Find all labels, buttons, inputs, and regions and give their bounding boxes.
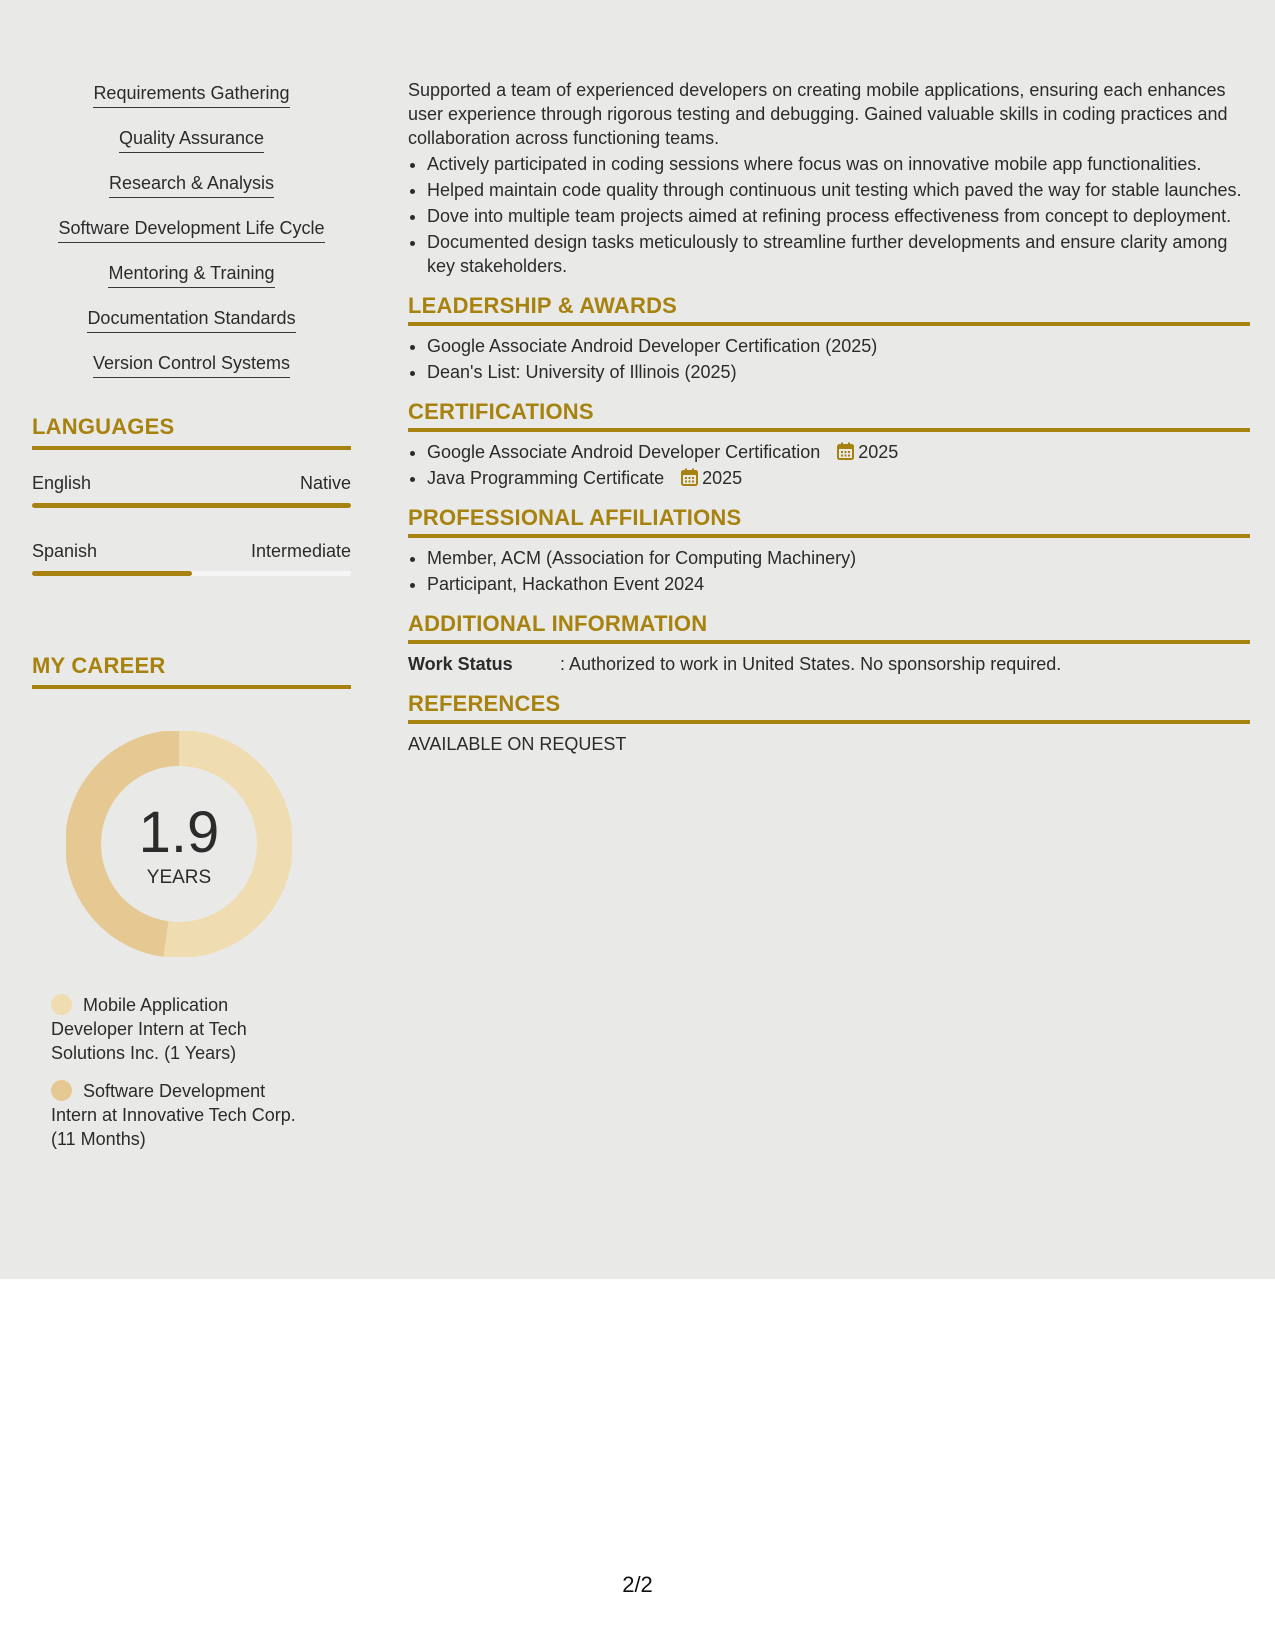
career-legend-label: Software Development Intern at Innovative Tech Corp. (11 Months)	[51, 1081, 296, 1149]
career-donut-chart	[66, 731, 292, 957]
leadership-list	[408, 334, 1250, 384]
legend-dot-icon	[51, 994, 72, 1015]
skill-label: Mentoring & Training	[108, 262, 274, 288]
language-name: Spanish	[32, 541, 98, 561]
references-text: AVAILABLE ON REQUEST	[408, 734, 627, 754]
skill-item	[32, 352, 351, 397]
leadership-item: • Google Associate Android Developer Certification (2025)	[427, 334, 1250, 358]
experience-bullet: • Dove into multiple team projects aimed at refining process effectiveness from concept to deployment.	[427, 204, 1250, 228]
career-total-years: 1.9	[138, 800, 220, 865]
work-status-label: Work Status	[408, 654, 513, 674]
skill-item	[32, 127, 351, 172]
skill-label: Research & Analysis	[109, 172, 274, 198]
affiliation-item: • Participant, Hackathon Event 2024	[427, 572, 1250, 596]
languages-section	[32, 414, 351, 576]
career-legend-item	[51, 1079, 313, 1151]
leadership-section	[408, 294, 1250, 384]
experience-bullet: • Documented design tasks meticulously to streamline further developments and ensure clarity among key stakeholders.	[427, 230, 1250, 278]
certification-year: 2025	[858, 442, 899, 462]
career-heading: MY CAREER	[32, 653, 351, 689]
skill-item	[32, 217, 351, 262]
language-name: English	[32, 473, 92, 493]
calendar-icon	[837, 442, 854, 460]
skill-item	[32, 82, 351, 127]
affiliations-section	[408, 506, 1250, 596]
career-total-unit: YEARS	[146, 867, 212, 888]
skill-label: Requirements Gathering	[93, 82, 289, 108]
calendar-icon	[681, 468, 698, 486]
work-status-value: : Authorized to work in United States. No sponsorship required.	[560, 654, 1062, 674]
skill-label: Documentation Standards	[87, 307, 295, 333]
experience-bullets	[408, 152, 1250, 278]
certifications-heading: CERTIFICATIONS	[408, 400, 1250, 432]
career-legend-label: Mobile Application Developer Intern at Tech Solutions Inc. (1 Years)	[51, 995, 247, 1063]
left-column	[32, 82, 351, 1165]
certifications-list	[408, 440, 1250, 490]
references-heading: REFERENCES	[408, 692, 1250, 724]
affiliations-heading: PROFESSIONAL AFFILIATIONS	[408, 506, 1250, 538]
language-proficiency-fill	[32, 503, 351, 508]
leadership-item: • Dean's List: University of Illinois (2025)	[427, 360, 1250, 384]
page-number: 2/2	[622, 1572, 653, 1597]
affiliations-list	[408, 546, 1250, 596]
skill-item	[32, 262, 351, 307]
additional-info-heading: ADDITIONAL INFORMATION	[408, 612, 1250, 644]
language-item	[32, 472, 351, 508]
certifications-section	[408, 400, 1250, 490]
experience-summary: Supported a team of experienced developers on creating mobile applications, ensuring each enhances user experience through rigorous testing and debugging. Gained valuable skills in coding practices and collaboration across functioning teams.	[408, 80, 1228, 148]
language-proficiency-bar	[32, 571, 351, 576]
skill-label: Software Development Life Cycle	[58, 217, 324, 243]
certification-item	[427, 440, 1250, 464]
career-section	[32, 653, 351, 1151]
language-item	[32, 540, 351, 576]
skill-item	[32, 172, 351, 217]
language-level: Native	[299, 473, 351, 493]
career-legend-item	[51, 993, 313, 1065]
experience-bullet: • Actively participated in coding sessions where focus was on innovative mobile app functionalities.	[427, 152, 1250, 176]
certification-year: 2025	[702, 468, 743, 488]
skills-list	[32, 82, 351, 397]
language-level: Intermediate	[250, 541, 351, 561]
experience-entry	[408, 78, 1250, 278]
certification-name: Java Programming Certificate	[427, 468, 665, 488]
skill-item	[32, 307, 351, 352]
legend-dot-icon	[51, 1080, 72, 1101]
right-column	[408, 78, 1250, 756]
affiliation-item: • Member, ACM (Association for Computing Machinery)	[427, 546, 1250, 570]
skill-label: Version Control Systems	[93, 352, 290, 378]
certification-item	[427, 466, 1250, 490]
career-legend	[51, 993, 313, 1151]
additional-info-section	[408, 612, 1250, 676]
languages-heading: LANGUAGES	[32, 414, 351, 450]
references-section	[408, 692, 1250, 756]
skill-label: Quality Assurance	[119, 127, 264, 153]
language-proficiency-bar	[32, 503, 351, 508]
certification-name: Google Associate Android Developer Certification	[427, 442, 821, 462]
language-proficiency-fill	[32, 571, 192, 576]
leadership-heading: LEADERSHIP & AWARDS	[408, 294, 1250, 326]
experience-bullet: • Helped maintain code quality through continuous unit testing which paved the way for stable launches.	[427, 178, 1250, 202]
work-status-row	[408, 652, 1250, 676]
